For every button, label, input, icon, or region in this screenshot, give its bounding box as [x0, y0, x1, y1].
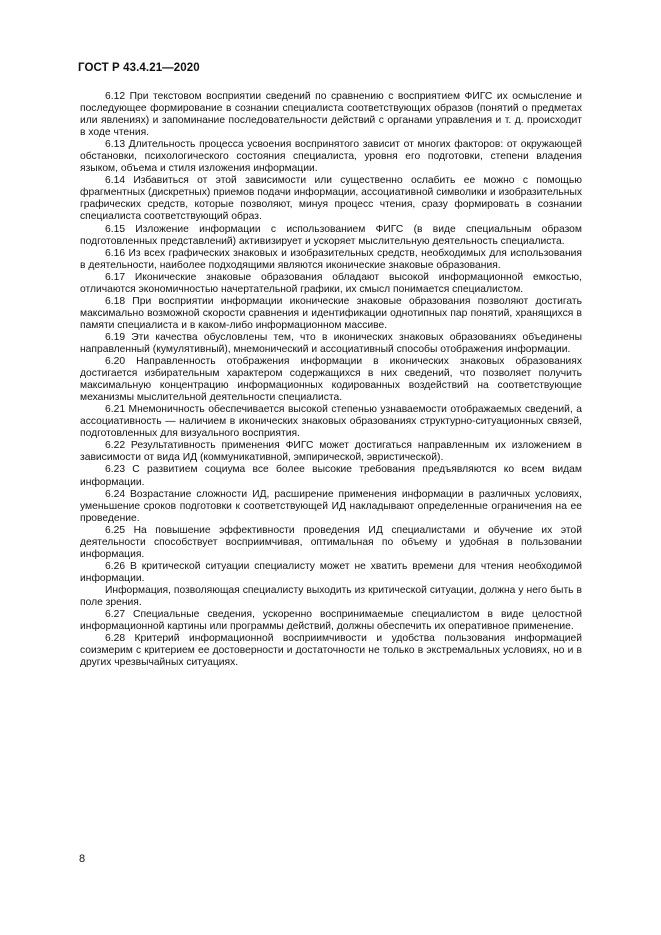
paragraph-6-19: 6.19 Эти качества обусловлены тем, что в иконических знаковых образованиях объединены направленный (кумулятивный), мнемонический и ассоциативный способы отображения информации.: [80, 331, 582, 355]
paragraph-6-12: 6.12 При текстовом восприятии сведений по сравнению с восприятием ФИГС их осмысление и последующее формирование в сознании специалиста соответствующих образов (понятий о предметах или явлениях) и запоминание последовательности действий с органами управления и т. д. происходит в ходе чтения.: [80, 91, 582, 139]
paragraph-6-20: 6.20 Направленность отображения информации в иконических знаковых образованиях достигается избирательным характером содержащихся в них сведений, что позволяет получить максимальную концентрацию информационных кодированных воздействий на соответствующие механизмы мыслительной деятельности специалиста.: [80, 356, 582, 404]
paragraph-6-16: 6.16 Из всех графических знаковых и изобразительных средств, необходимых для использования в деятельности, наиболее подходящими являются иконические знаковые образования.: [80, 247, 582, 271]
paragraph-6-18: 6.18 При восприятии информации иконические знаковые образования позволяют достигать максимально возможной скорости сравнения и идентификации однотипных пар понятий, хранящихся в памяти специалиста и в каком-либо информационном массиве.: [80, 295, 582, 331]
paragraph-6-26-continuation: Информация, позволяющая специалисту выходить из критической ситуации, должна у него быть в поле зрения.: [80, 584, 582, 608]
paragraph-6-22: 6.22 Результативность применения ФИГС может достигаться направленным их изложением в зависимости от вида ИД (коммуникативной, эмпирической, эвристической).: [80, 440, 582, 464]
paragraph-6-17: 6.17 Иконические знаковые образования обладают высокой информационной емкостью, отличаются экономичностью начертательной графики, их смысл понимается специалистом.: [80, 271, 582, 295]
document-header: ГОСТ Р 43.4.21—2020: [78, 62, 200, 74]
paragraph-6-26: 6.26 В критической ситуации специалисту может не хватить времени для чтения необходимой информации.: [80, 560, 582, 584]
paragraph-6-21: 6.21 Мнемоничность обеспечивается высокой степенью узнаваемости отображаемых сведений, а ассоциативность — наличием в иконических знаковых образованиях структурно-ситуационных связей, подготовленных для визуального восприятия.: [80, 404, 582, 440]
paragraph-6-27: 6.27 Специальные сведения, ускоренно воспринимаемые специалистом в виде целостной информационной картины или программы действий, должны обеспечить их оперативное применение.: [80, 609, 582, 633]
paragraph-6-24: 6.24 Возрастание сложности ИД, расширение применения информации в различных условиях, уменьшение сроков подготовки к соответствующей ИД накладывают определенные ограничения на ее проведение.: [80, 488, 582, 524]
paragraph-6-25: 6.25 На повышение эффективности проведения ИД специалистами и обучение их этой деятельности способствует восприимчивая, оптимальная по объему и удобная в пользовании информация.: [80, 524, 582, 560]
paragraph-6-14: 6.14 Избавиться от этой зависимости или существенно ослабить ее можно с помощью фрагментных (дискретных) приемов подачи информации, ассоциативной символики и изобразительных графических средств, которые позволяют, минуя процесс чтения, сразу формировать в сознании специалиста соответствующий образ.: [80, 175, 582, 223]
page-number: 8: [79, 853, 86, 865]
paragraph-6-15: 6.15 Изложение информации с использованием ФИГС (в виде специальным образом подготовленных представлений) активизирует и ускоряет мыслительную деятельность специалиста.: [80, 223, 582, 247]
document-body: [80, 91, 582, 669]
paragraph-6-23: 6.23 С развитием социума все более высокие требования предъявляются ко всем видам информации.: [80, 464, 582, 488]
paragraph-6-13: 6.13 Длительность процесса усвоения воспринятого зависит от многих факторов: от окружающей обстановки, психологического состояния специалиста, уровня его подготовки, степени владения языком, объема и стиля изложения информации.: [80, 139, 582, 175]
paragraph-6-28: 6.28 Критерий информационной восприимчивости и удобства пользования информацией соизмерим с критерием ее достоверности и достаточности не только в экстремальных условиях, но и в других чрезвычайных ситуациях.: [80, 633, 582, 669]
